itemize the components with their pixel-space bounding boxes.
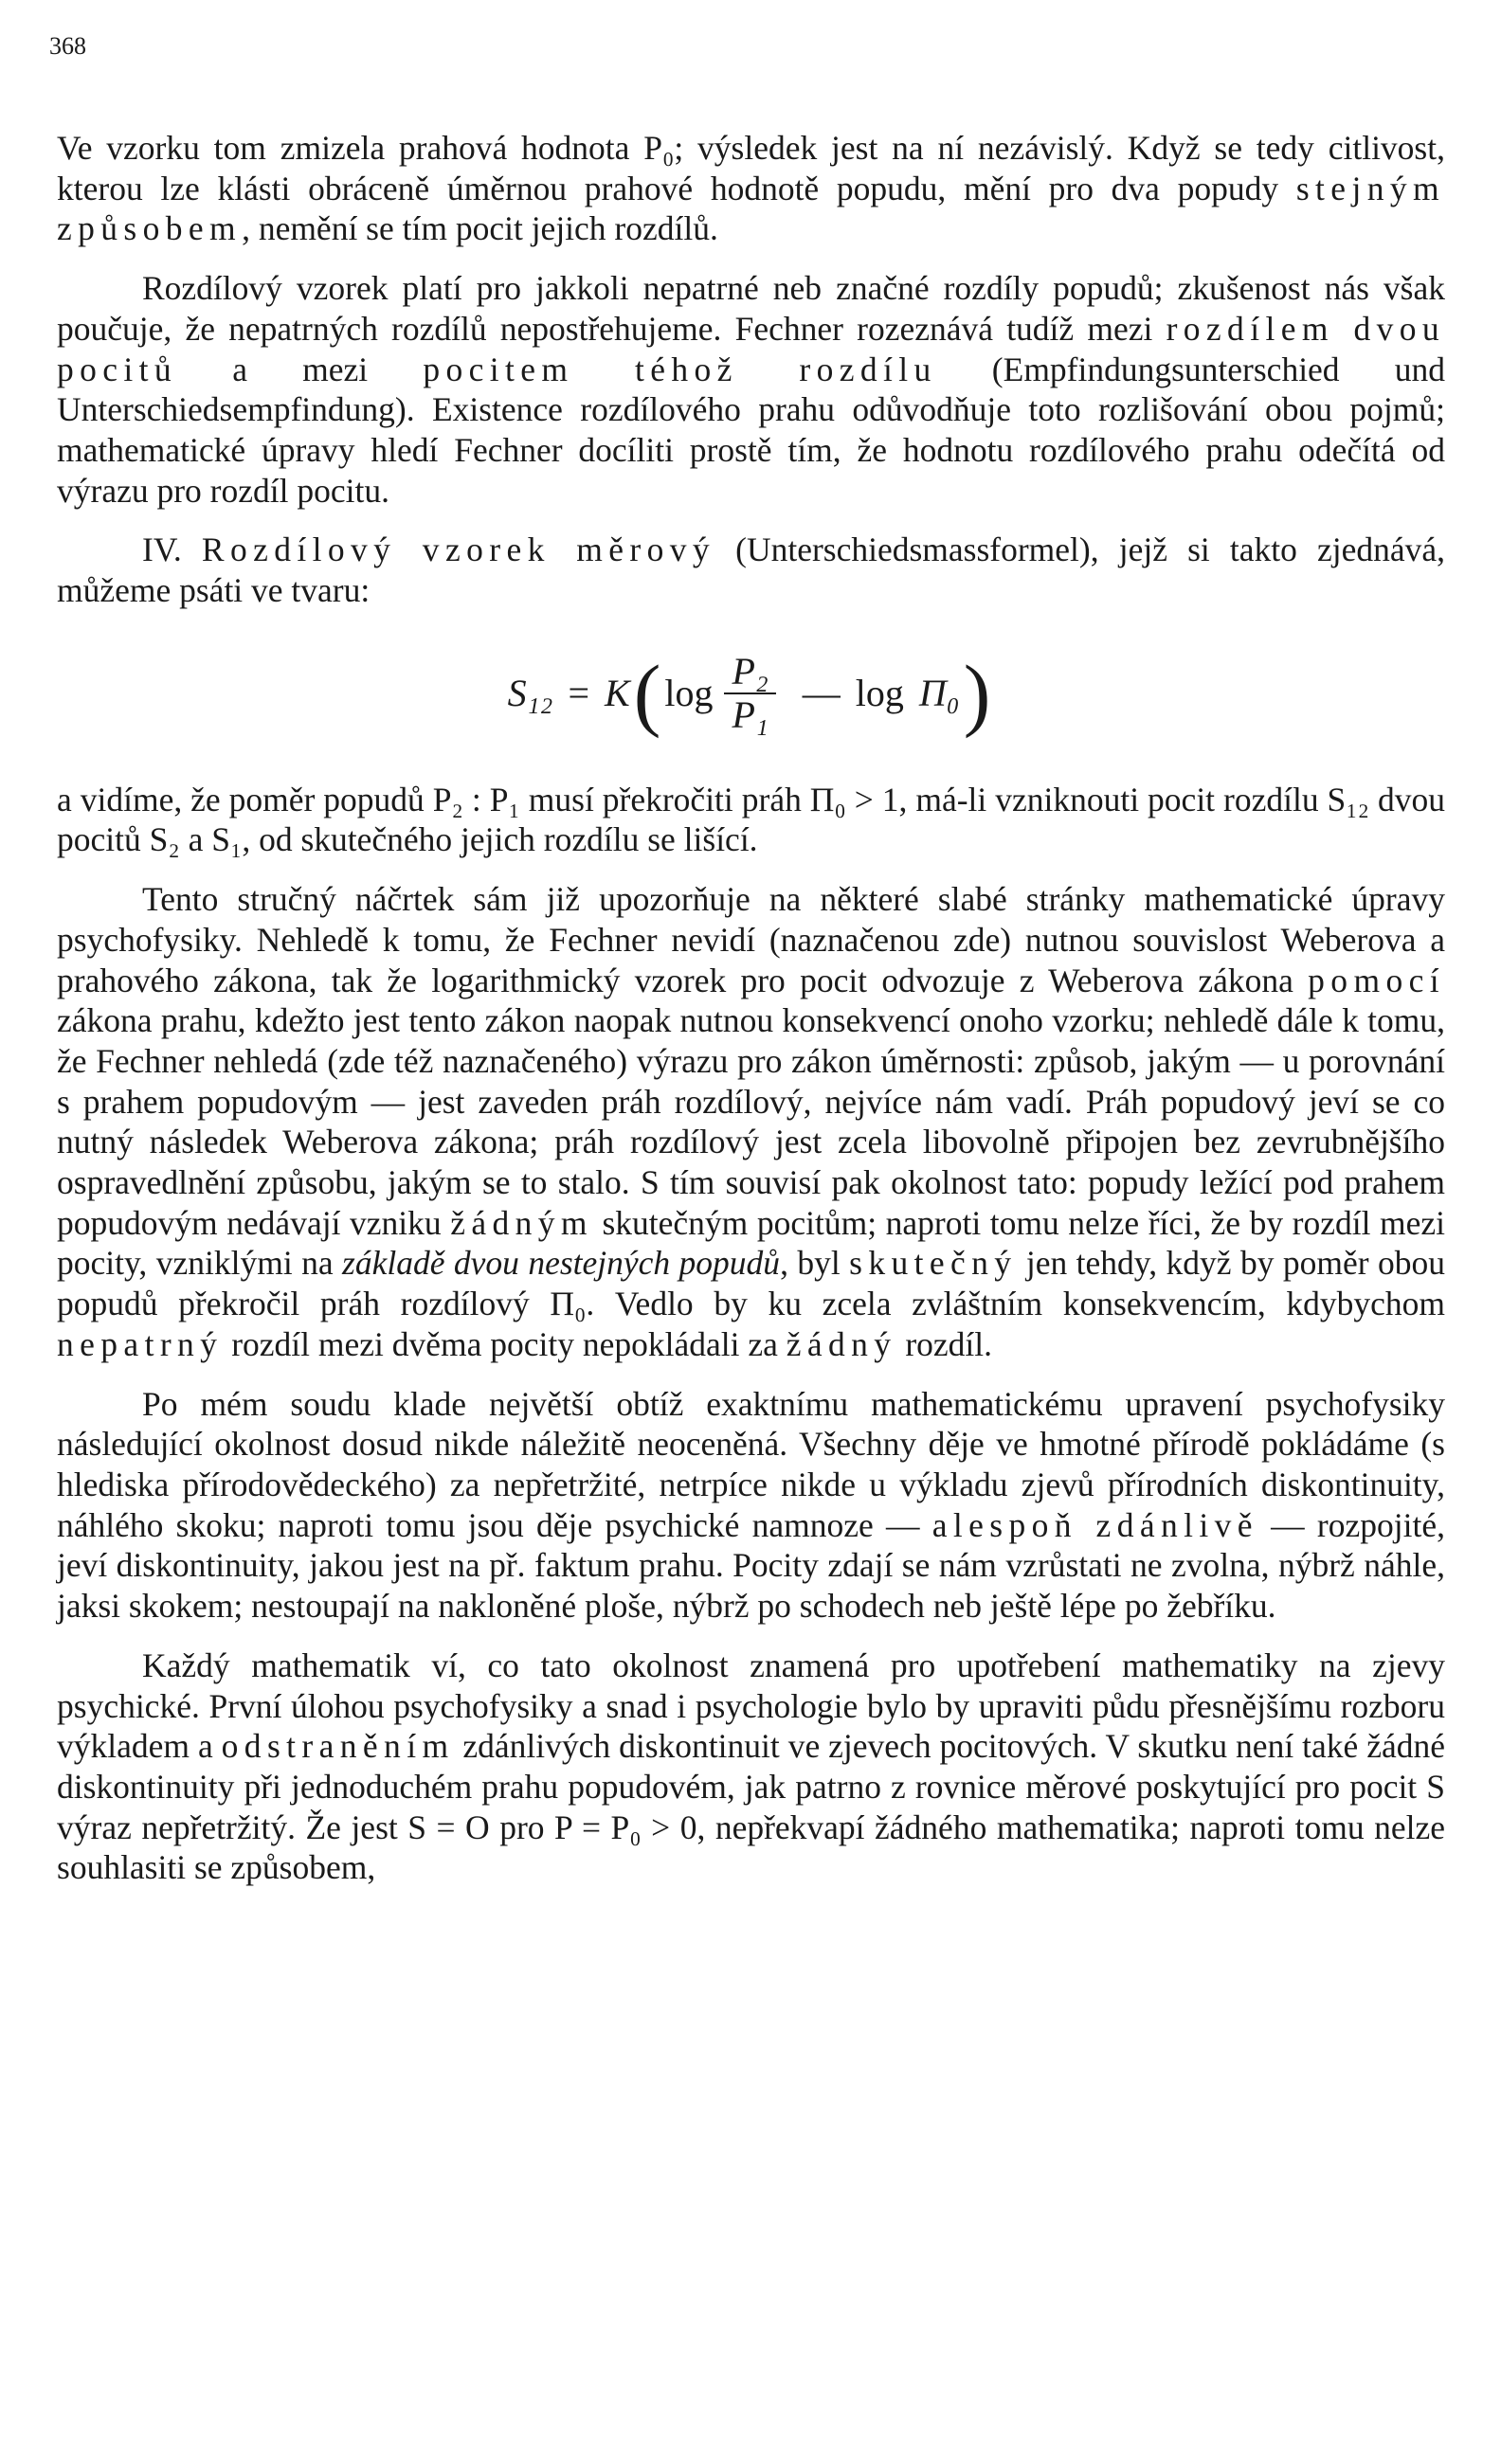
text: Tento stručný náčrtek sám již upozorňuje na některé slabé stránky mathematické úpravy psychofysiky. Nehledě k tomu, že Fechner nevidí (naznačenou zde) nutnou souvislost Weberova a prahového zákona, tak že logarithmický vzorek pro pocit odvozuje z Weberova zákona [57,880,1445,999]
formula-log: log [855,672,904,715]
spaced-text: žádným [450,1203,593,1242]
text: — rozpojité, jeví diskontinuity, jakou jest na př. faktum prahu. Pocity zdají se nám vzrůstati ne zvolna, nýbrž náhle, jaksi skokem; nestoupají na nakloněné ploše, nýbrž po schodech neb ještě lépe po žebříku. [57,1505,1445,1626]
fraction-numerator: P₂ [724,651,775,694]
spaced-text: stejným způsobem [57,169,1445,248]
text: Po mém soudu klade největší obtíž exaktnímu mathematickému upravení psychofysiky následující okolnost dosud nikde náležitě neoceněná. Všechny děje ve hmotné přírodě pokládáme (s hlediska přírodovědeckého) za nepřetržité, netrpíce nikde u výkladu zjevů přírodních diskontinuity, náhlého skoku; naproti tomu jsou děje psychické namnoze — [57,1384,1445,1544]
spaced-text: žádný [786,1324,897,1363]
text: jen tehdy, když by poměr obou popudů překročil práh rozdílový Π₀. Vedlo by ku zcela zvláštním konsekvencím, kdybychom [57,1244,1445,1323]
paragraph-6 [57,1384,1445,1627]
formula-equals: = [568,672,589,715]
spaced-text: nepatrný [57,1324,224,1363]
paragraph-2 [57,268,1445,511]
paragraph-4: a vidíme, že poměr popudů P₂ : P₁ musí překročiti práh Π₀ > 1, má-li vzniknouti pocit rozdílu S₁₂ dvou pocitů S₂ a S₁, od skutečného jejich rozdílu se lišící. [57,780,1445,859]
formula-fraction [724,651,775,736]
text: , byl [780,1244,850,1283]
text: Ve vzorku tom zmizela prahová hodnota P₀; výsledek jest na ní nezávislý. Když se tedy citlivost, kterou lze klásti obráceně úměrnou prahové hodnotě popudu, mění pro dva popudy [57,129,1445,207]
spaced-text: odstraněním [221,1727,455,1766]
text: (Empfindungsunterschied und Unterschiedsempfindung). Existence rozdílového prahu odůvodňuje toto rozlišování obou pojmů; mathematické úpravy hledí Fechner docíliti prostě tím, že hodnotu rozdílového prahu odečítá od výrazu pro rozdíl pocitu. [57,350,1445,510]
text: Rozdílový vzorek platí pro jakkoli nepatrné neb značné rozdíly popudů; zkušenost nás však poučuje, že nepatrných rozdílů nepostřehujeme. Fechner rozeznává tudíž mezi [57,269,1445,348]
paragraph-5 [57,879,1445,1364]
text: Každý mathematik ví, co tato okolnost znamená pro upotřebení mathematiky na zjevy psychické. První úlohou psychofysiky a snad i psychologie bylo by upraviti půdu přesnějšímu rozboru výkladem a [57,1646,1445,1766]
spaced-text: alespoň zdánlivě [931,1505,1258,1544]
text: a mezi [177,350,424,388]
formula-minus: — [802,672,841,715]
page-number: 368 [49,32,86,60]
text: , nemění se tím pocit jejich rozdílů. [242,209,718,248]
paragraph-3 [57,530,1445,610]
text: rozdíl. [896,1324,993,1363]
paragraph-1 [57,128,1445,249]
page-content [57,128,1445,1907]
text: skutečným pocitům; naproti tomu nelze říci, že by rozdíl mezi pocity, vzniklými na [57,1203,1445,1283]
spaced-text: pocitem téhož rozdílu [423,350,937,388]
text: rozdíl mezi dvěma pocity nepokládali za [223,1324,787,1363]
left-paren: ( [633,647,661,739]
section-number: IV. [142,531,202,569]
text: (Unterschiedsmassformel), jejž si takto zjednává, můžeme psáti ve tvaru: [57,531,1445,610]
formula-constant: K [605,672,630,715]
formula-threshold: Π₀ [918,672,960,715]
formula [57,632,1445,755]
spaced-text: pomocí [1308,961,1445,999]
text: zdánlivých diskontinuit ve zjevech pocitových. V skutku není také žádné diskontinuity při jednoduchém prahu popudovém, jak patrno z rovnice měrové poskytující pro pocit S výraz nepřetržitý. Že jest S = O pro P = P₀ > 0, nepřekvapí žádného mathematika; naproti tomu nelze souhlasiti se způsobem, [57,1727,1445,1887]
formula-lhs: S₁₂ [507,672,553,715]
spaced-text: Rozdílový vzorek měrový [201,531,716,569]
paragraph-7 [57,1646,1445,1888]
fraction-denominator: P₁ [732,692,769,736]
formula-log: log [664,672,714,715]
spaced-text: rozdílem dvou pocitů [57,309,1446,388]
right-paren: ) [963,647,991,739]
text: zákona prahu, kdežto jest tento zákon naopak nutnou konsekvencí onoho vzorku; nehledě dále k tomu, že Fechner nehledá (zde též naznačeného) výrazu pro zákon úměrnosti: způsob, jakým — u porovnání s prahem popudovým — jest zaveden práh rozdílový, nejvíce nám vadí. Práh popudový jeví se co nutný následek Weberova zákona; práh rozdílový jest zcela libovolně připojen bez zevrubnějšího ospravedlnění způsobu, jakým se to stalo. S tím souvisí pak okolnost tato: popudy ležící pod prahem popudovým nedávají vzniku [57,1001,1445,1242]
spaced-text: skutečný [849,1244,1018,1283]
italic-text: základě dvou nestejných popudů [342,1244,781,1283]
